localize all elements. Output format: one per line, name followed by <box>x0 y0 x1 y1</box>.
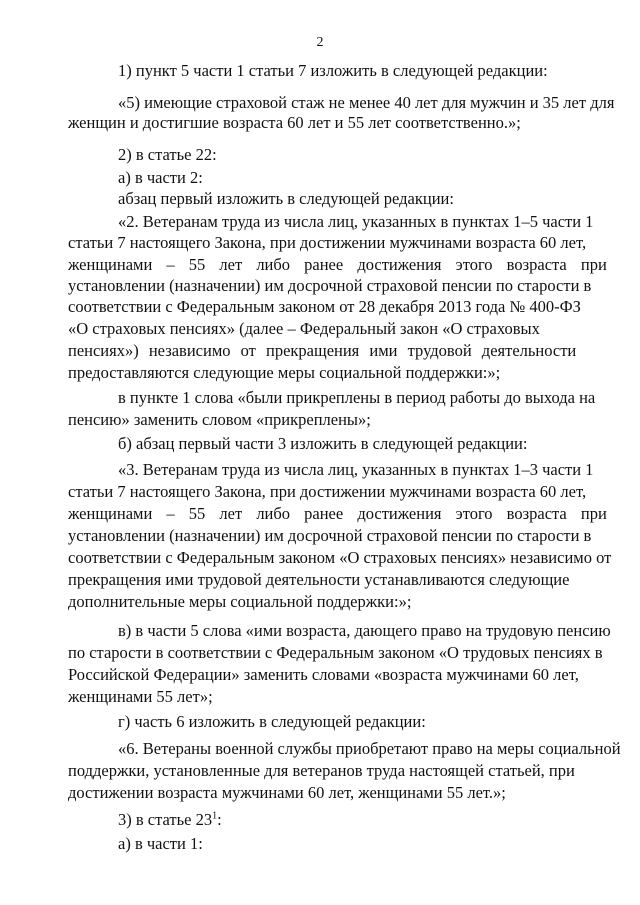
paragraph-line: а) в части 1: <box>118 834 203 853</box>
paragraph-line: установлении (назначении) им досрочной страховой пенсии по старости в <box>68 526 592 545</box>
paragraph-line: дополнительные меры социальной поддержки:»; <box>68 592 412 611</box>
paragraph-line: абзац первый изложить в следующей редакции: <box>118 189 454 208</box>
paragraph-line: женщин и достигшие возраста 60 лет и 55 лет соответственно.»; <box>68 113 521 132</box>
paragraph-line: «О страховых пенсиях» (далее – Федеральный закон «О страховых <box>68 319 540 338</box>
paragraph-line: б) абзац первый части 3 изложить в следующей редакции: <box>118 434 528 453</box>
paragraph-line: «5) имеющие страховой стаж не менее 40 лет для мужчин и 35 лет для <box>118 93 615 112</box>
superscript-index: 1 <box>212 810 218 822</box>
paragraph-line: «3. Ветеранам труда из числа лиц, указанных в пунктах 1–3 части 1 <box>118 460 594 479</box>
page-number: 2 <box>316 35 324 50</box>
paragraph-line: в пункте 1 слова «были прикреплены в период работы до выхода на <box>118 388 596 407</box>
paragraph-line: установлении (назначении) им досрочной страховой пенсии по старости в <box>68 276 592 295</box>
paragraph-line: 1) пункт 5 части 1 статьи 7 изложить в следующей редакции: <box>118 61 548 80</box>
paragraph-line: женщинами 55 лет»; <box>68 687 213 706</box>
paragraph-line: пенсиях») независимо от прекращения ими трудовой деятельности <box>68 341 577 360</box>
article-reference: 3) в статье 23 <box>118 810 213 829</box>
paragraph-line: пенсию» заменить словом «прикреплены»; <box>68 410 371 429</box>
paragraph-line: поддержки, установленные для ветеранов труда настоящей статьей, при <box>68 761 575 780</box>
paragraph-line-with-superscript <box>118 810 222 830</box>
paragraph-line: соответствии с Федеральным законом от 28 декабря 2013 года № 400-ФЗ <box>68 297 581 316</box>
paragraph-line: «2. Ветеранам труда из числа лиц, указанных в пунктах 1–5 части 1 <box>118 212 594 231</box>
paragraph-line: достижении возраста мужчинами 60 лет, женщинами 55 лет.»; <box>68 783 506 802</box>
paragraph-line: статьи 7 настоящего Закона, при достижении мужчинами возраста 60 лет, <box>68 233 587 252</box>
paragraph-line: г) часть 6 изложить в следующей редакции: <box>118 712 426 731</box>
paragraph-line: женщинами – 55 лет либо ранее достижения этого возраста при <box>68 255 607 274</box>
paragraph-line: в) в части 5 слова «ими возраста, дающего право на трудовую пенсию <box>118 621 611 640</box>
paragraph-line: «6. Ветераны военной службы приобретают право на меры социальной <box>118 739 621 758</box>
paragraph-line: Российской Федерации» заменить словами «возраста мужчинами 60 лет, <box>68 665 579 684</box>
paragraph-line: прекращения ими трудовой деятельности устанавливаются следующие <box>68 570 570 589</box>
paragraph-line: соответствии с Федеральным законом «О страховых пенсиях» независимо от <box>68 548 612 567</box>
paragraph-line: статьи 7 настоящего Закона, при достижении мужчинами возраста 60 лет, <box>68 482 587 501</box>
paragraph-line: 2) в статье 22: <box>118 145 217 164</box>
article-reference-colon: : <box>217 810 222 829</box>
paragraph-line: по старости в соответствии с Федеральным законом «О трудовых пенсиях в <box>68 643 603 662</box>
paragraph-line: женщинами – 55 лет либо ранее достижения этого возраста при <box>68 504 607 523</box>
paragraph-line: предоставляются следующие меры социальной поддержки:»; <box>68 363 501 382</box>
paragraph-line: а) в части 2: <box>118 168 203 187</box>
